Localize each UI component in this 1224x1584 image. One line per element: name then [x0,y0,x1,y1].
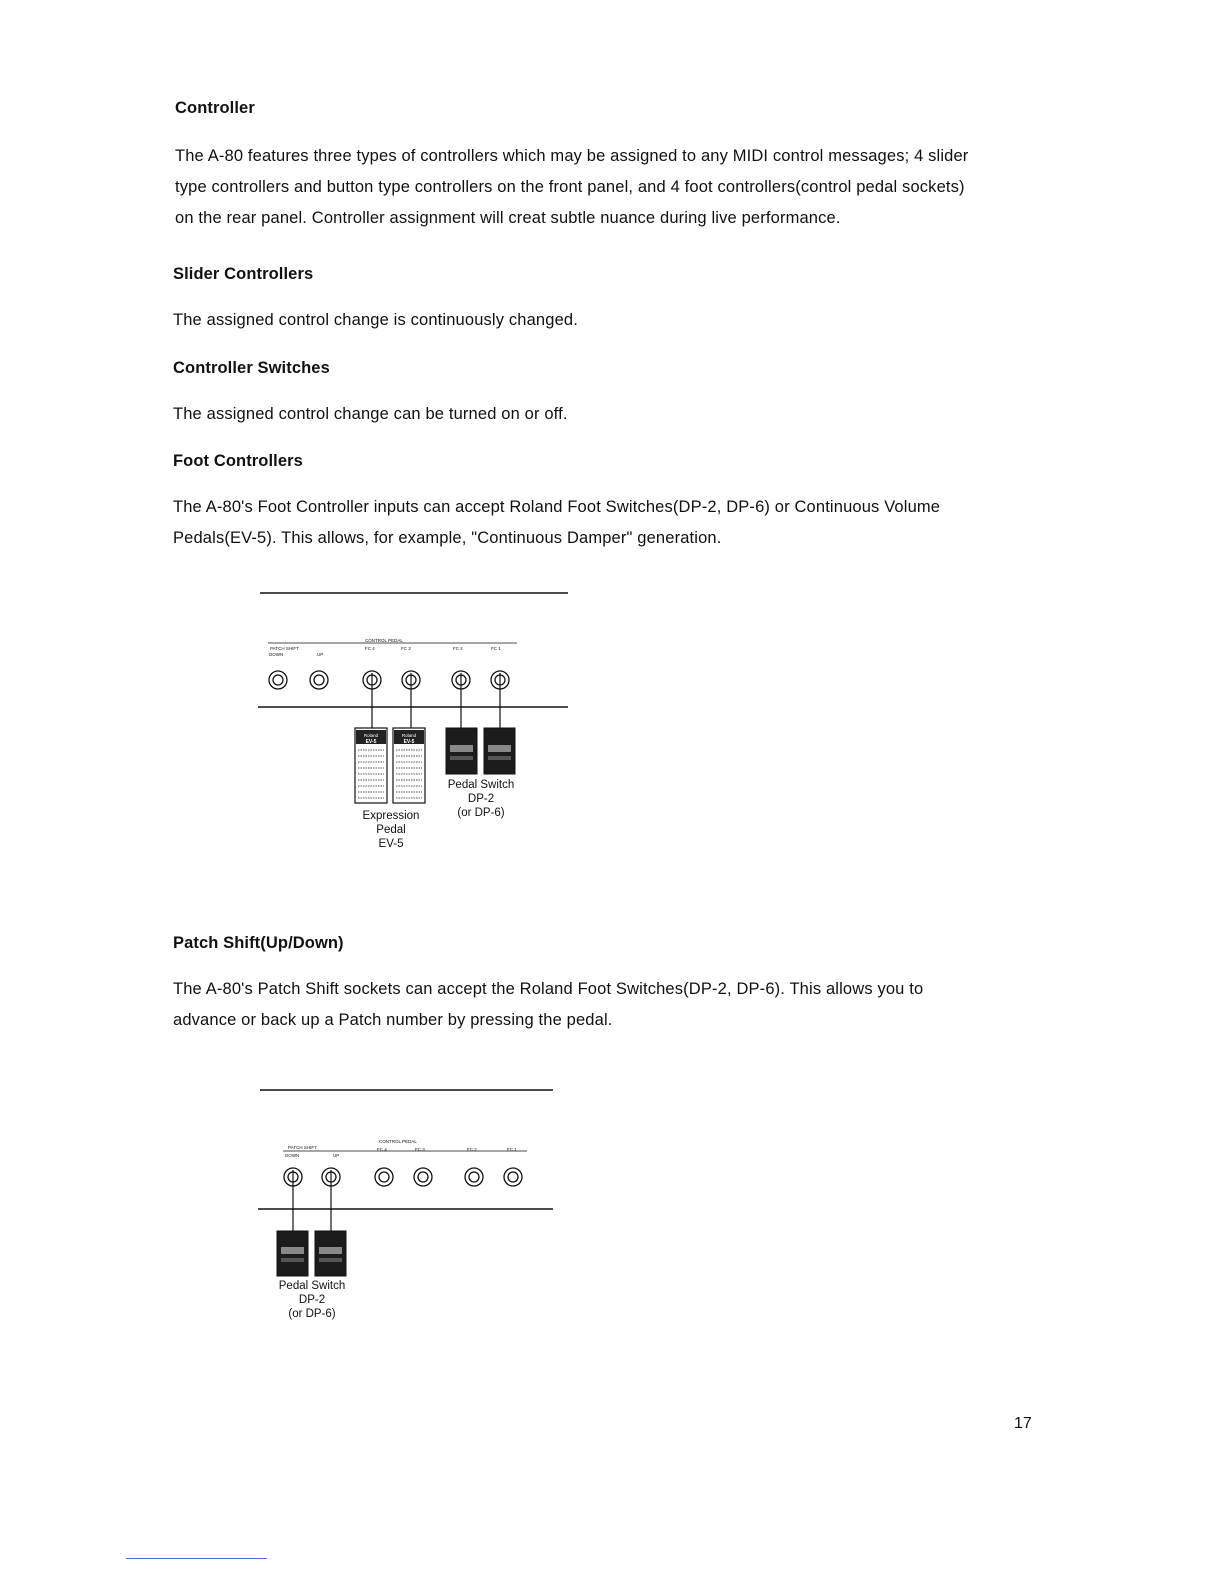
pedal-switch-3 [277,1231,308,1276]
section-heading-controller: Controller [175,99,255,117]
slider-body: The assigned control change is continuously changed. [173,311,578,329]
label-up-2: UP [333,1153,340,1158]
label-control-pedal: CONTROL PEDAL [365,638,403,643]
section-heading-slider: Slider Controllers [173,265,314,283]
figure-2-diagram [255,1085,555,1260]
switch-caption-2-line-3: (or DP-6) [288,1308,336,1320]
label-patch-shift: PATCH SHIFT [270,646,299,651]
section-heading-foot: Foot Controllers [173,452,303,470]
page-number: 17 [1014,1415,1032,1432]
section-heading-patch-shift: Patch Shift(Up/Down) [173,934,344,952]
controller-line-2: type controllers and button type controllers on the front panel, and 4 foot controllers(control pedal sockets) [175,178,965,196]
pedal-switch-1 [446,728,477,774]
switches-body: The assigned control change can be turned on or off. [173,405,568,423]
cables [372,673,500,729]
jack-up-inner [314,675,324,685]
jack-row [269,671,509,689]
label-fc3-2: FC 3 [415,1147,425,1152]
slider-paragraph [173,305,578,336]
section-heading-switches: Controller Switches [173,359,330,377]
foot-line-1: The A-80's Foot Controller inputs can accept Roland Foot Switches(DP-2, DP-6) or Continuous Volume [173,498,941,516]
switch-caption-2-line-1: Pedal Switch [278,1280,346,1292]
jack-up [310,671,328,689]
patch-paragraph [173,974,923,1036]
patch-line-1: The A-80's Patch Shift sockets can accept the Roland Foot Switches(DP-2, DP-6). This allows you to [173,980,924,998]
expression-caption [351,809,431,851]
pedal-switch-4 [315,1231,346,1276]
foot-paragraph [173,492,940,554]
expression-pedal-1 [355,728,387,803]
jack-fc1-2-inner [508,1172,518,1182]
patch-line-2: advance or back up a Patch number by pressing the pedal. [173,1011,613,1029]
figure-1-diagram [255,588,575,818]
jack-fc2-2-inner [469,1172,479,1182]
pedal-2-model: EV-5 [403,739,415,745]
controller-line-3: on the rear panel. Controller assignment will creat subtle nuance during live performance. [175,209,841,227]
expression-pedal-2 [393,728,425,803]
figure-foot-controllers [255,588,575,850]
pedal-1-model: EV-5 [365,739,377,745]
figure-patch-shift [255,1085,555,1320]
switch-caption [438,778,524,820]
switch-caption-line-2: DP-2 [467,793,495,805]
controller-paragraph [175,141,968,234]
switches-paragraph [173,399,568,430]
pedal-switch-2 [484,728,515,774]
label-fc1-2: FC 1 [507,1147,517,1152]
label-down: DOWN [269,652,284,657]
expression-caption-line-2: Pedal [376,824,406,836]
cables-2 [293,1170,331,1231]
switch-caption-line-1: Pedal Switch [447,779,515,791]
pedal-2-brand: Roland [401,733,417,738]
jack-fc4-2 [375,1168,393,1186]
label-fc2-2: FC 2 [467,1147,477,1152]
foot-line-2: Pedals(EV-5). This allows, for example, "Continuous Damper" generation. [173,529,722,547]
label-fc4: FC 4 [365,646,375,651]
label-patch-shift-2: PATCH SHIFT [288,1145,317,1150]
label-control-pedal-2: CONTROL PEDAL [379,1139,417,1144]
jack-fc3-2 [414,1168,432,1186]
jack-fc4-2-inner [379,1172,389,1182]
switch-caption-line-3: (or DP-6) [457,807,505,819]
jack-down-inner [273,675,283,685]
switch-caption-2 [269,1279,355,1321]
expression-caption-line-1: Expression [362,810,420,822]
jack-fc3-2-inner [418,1172,428,1182]
label-fc4-2: FC 4 [377,1147,387,1152]
expression-caption-line-3: EV-5 [378,838,404,850]
jack-down [269,671,287,689]
jack-row-2 [284,1168,522,1186]
footer-rule [126,1558,267,1559]
label-up: UP [317,652,324,657]
label-fc1: FC 1 [491,646,501,651]
jack-fc1-2 [504,1168,522,1186]
pedal-1-brand: Roland [363,733,379,738]
label-fc2: FC 2 [453,646,463,651]
jack-fc2-2 [465,1168,483,1186]
label-down-2: DOWN [285,1153,300,1158]
label-fc3: FC 3 [401,646,411,651]
controller-line-1: The A-80 features three types of controllers which may be assigned to any MIDI control messages; 4 slider [175,147,969,165]
switch-caption-2-line-2: DP-2 [298,1294,326,1306]
